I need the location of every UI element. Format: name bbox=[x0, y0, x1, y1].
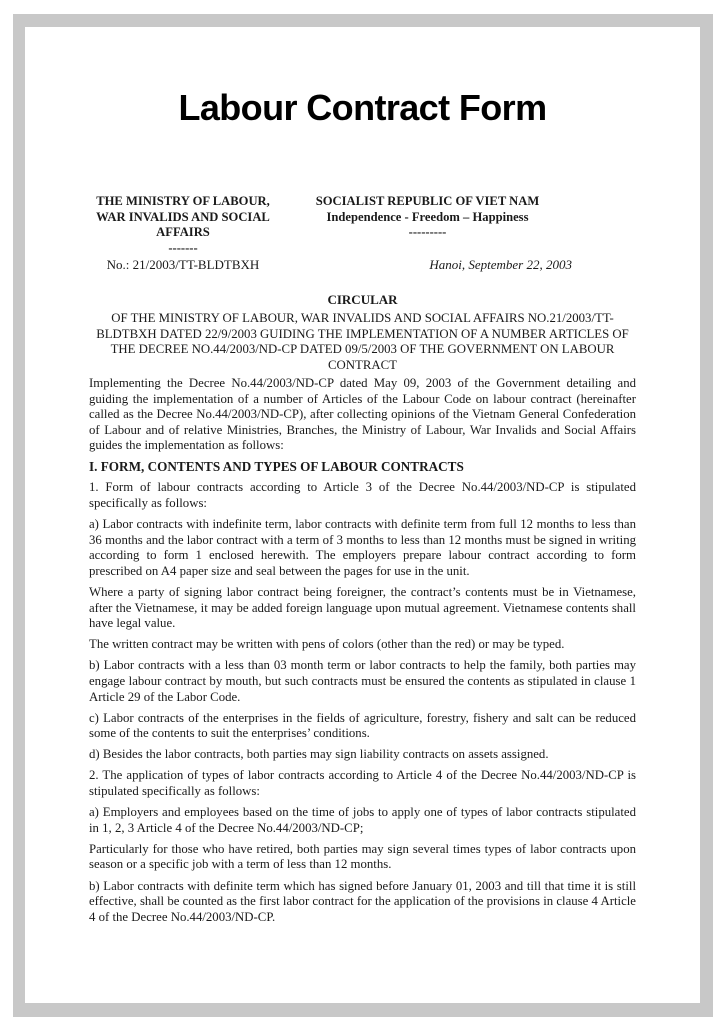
circular-subtitle: OF THE MINISTRY OF LABOUR, WAR INVALIDS AND SOCIAL AFFAIRS NO.21/2003/TT-BLDTBXH DATED 22/9/2003 GUIDING THE IMPLEMENTATION OF A NUMBER ARTICLES OF THE DECREE NO.44/2003/ND-CP DATED 09/5/2003 OF THE GOVERNMENT ON LABOUR CONTRACT bbox=[96, 311, 629, 372]
country-header bbox=[305, 194, 550, 241]
paragraph: The written contract may be written with pens of colors (other than the red) or may be typed. bbox=[89, 637, 565, 652]
authority-line-2: WAR INVALIDS AND SOCIAL bbox=[96, 209, 270, 224]
document-body bbox=[89, 376, 636, 931]
paragraph: b) Labor contracts with a less than 03 month term or labor contracts to help the family, both parties may engage labour contract by mouth, but such contracts must be ensured the contents as stipulated in clause 1 Article 29 of the Labor Code. bbox=[89, 658, 636, 704]
section-heading: I. FORM, CONTENTS AND TYPES OF LABOUR CONTRACTS bbox=[89, 459, 464, 475]
authority-separator: ------- bbox=[168, 240, 198, 255]
country-name: SOCIALIST REPUBLIC OF VIET NAM bbox=[315, 194, 540, 208]
authority-line-3: AFFAIRS bbox=[156, 225, 210, 239]
circular-heading: CIRCULAR bbox=[327, 292, 398, 307]
document-title: Labour Contract Form bbox=[178, 87, 547, 128]
paragraph: d) Besides the labor contracts, both parties may sign liability contracts on assets assigned. bbox=[89, 747, 549, 762]
intro-paragraph: Implementing the Decree No.44/2003/ND-CP dated May 09, 2003 of the Government detailing and guiding the implementation of a number of Articles of the Labour Code on labour contract (hereinafter called as the Decree No.44/2003/ND-CP), after collecting opinions of the Vietnam General Confederation of Labour and of relative Ministries, Branches, the Ministry of Labour, War Invalids and Social Affairs guides the implementation as follows: bbox=[89, 376, 636, 453]
paragraph: a) Employers and employees based on the time of jobs to apply one of types of labor contracts stipulated in 1, 2, 3 Article 4 of the Decree No.44/2003/ND-CP; bbox=[89, 805, 636, 835]
country-separator: --------- bbox=[408, 225, 447, 239]
paragraph: c) Labor contracts of the enterprises in the fields of agriculture, forestry, fishery and salt can be reduced some of the contents to suit the enterprises’ conditions. bbox=[89, 710, 636, 741]
paragraph: Where a party of signing labor contract being foreigner, the contract’s contents must be in Vietnamese, after the Vietnamese, it may be added foreign language upon mutual agreement. Vietnamese contents shall have legal value. bbox=[89, 585, 636, 631]
authority-line-1: THE MINISTRY OF LABOUR, bbox=[96, 194, 270, 208]
paragraph: b) Labor contracts with definite term which has signed before January 01, 2003 and till that time it is still effective, shall be counted as the first labor contract for the application of the provisions in clause 4 Article 4 of the Decree No.44/2003/ND-CP. bbox=[89, 878, 636, 924]
paragraph: 1. Form of labour contracts according to Article 3 of the Decree No.44/2003/ND-CP is stipulated specifically as follows: bbox=[89, 480, 636, 511]
document-number: No.: 21/2003/TT-BLDTBXH bbox=[106, 257, 260, 272]
issuing-authority bbox=[86, 194, 280, 256]
place-and-date: Hanoi, September 22, 2003 bbox=[429, 257, 572, 272]
document-page bbox=[25, 27, 700, 1003]
national-motto: Independence - Freedom – Happiness bbox=[326, 209, 529, 224]
paragraph: 2. The application of types of labor contracts according to Article 4 of the Decree No.44/2003/ND-CP is stipulated specifically as follows: bbox=[89, 768, 636, 799]
paragraph: Particularly for those who have retired, both parties may sign several times types of labor contracts upon season or a specific job with a term of less than 12 months. bbox=[89, 841, 636, 872]
paragraph: a) Labor contracts with indefinite term, labor contracts with definite term from full 12 months to less than 36 months and the labor contract with a term of 3 months to less than 12 months must be signed in writing according to form 1 enclosed herewith. The employers prepare labour contract according to form prescribed on A4 paper size and seal between the pages for use in the unit. bbox=[89, 517, 636, 578]
